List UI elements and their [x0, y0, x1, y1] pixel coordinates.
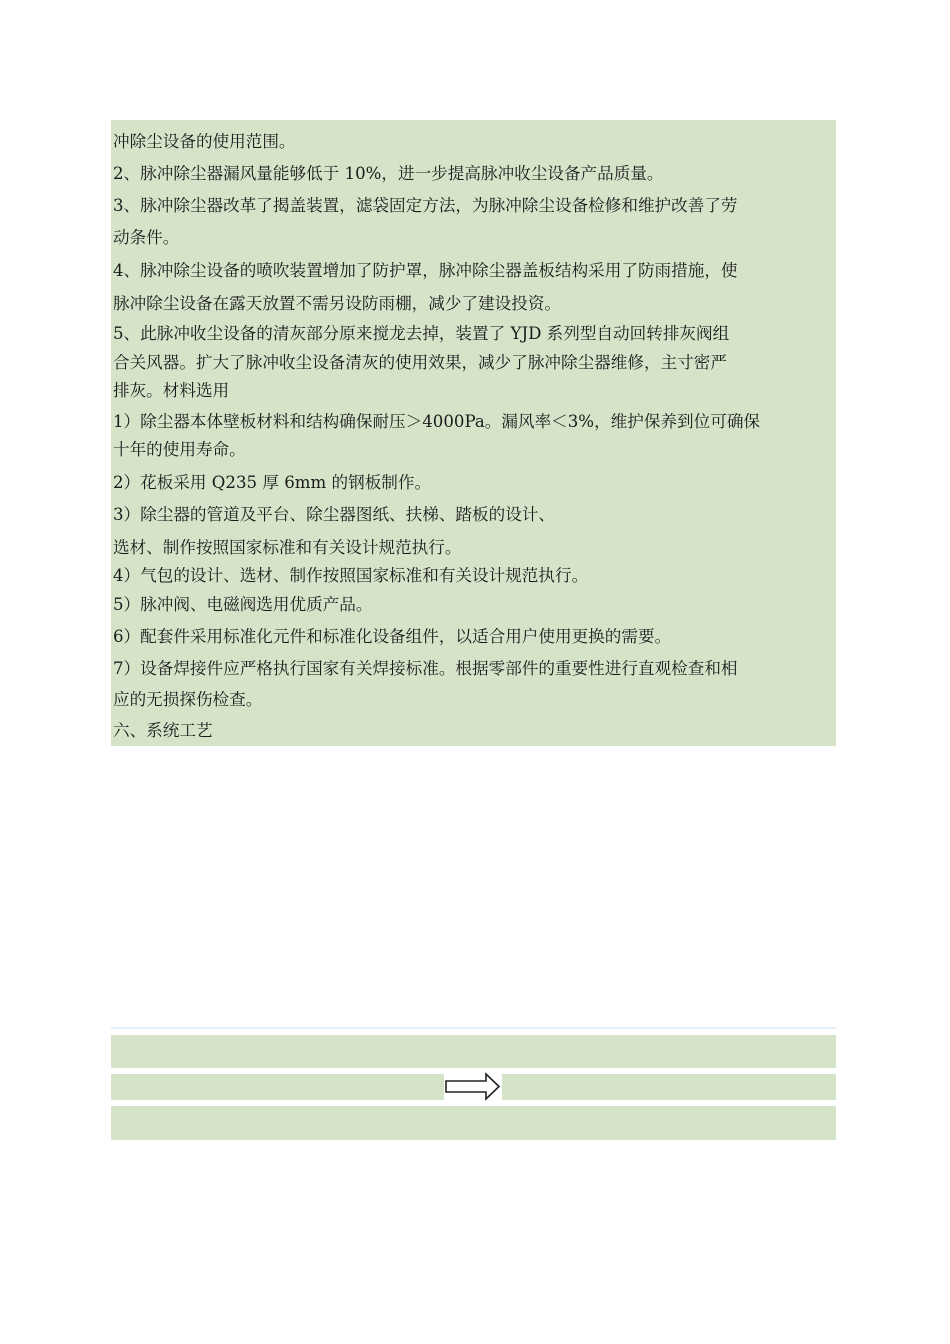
- document-text-block: [111, 120, 836, 746]
- text-line: 4）气包的设计、选材、制作按照国家标准和有关设计规范执行。: [113, 566, 589, 585]
- text-line: 3、脉冲除尘器改革了揭盖装置，滤袋固定方法，为脉冲除尘设备检修和维护改善了劳: [113, 196, 738, 215]
- text-line: 冲除尘设备的使用范围。: [113, 132, 296, 151]
- diagram-band-1: [111, 1035, 836, 1068]
- flow-arrow: [444, 1072, 502, 1101]
- text-line: 应的无损探伤检查。: [113, 690, 263, 709]
- diagram-top-rule: [111, 1027, 836, 1029]
- right-arrow-icon: [444, 1072, 502, 1101]
- text-line: 脉冲除尘设备在露天放置不需另设防雨棚，减少了建设投资。: [113, 294, 562, 313]
- text-line: 2）花板采用 Q235 厚 6mm 的钢板制作。: [113, 473, 432, 492]
- text-line: 5）脉冲阀、电磁阀选用优质产品。: [113, 595, 373, 614]
- text-line: 7）设备焊接件应严格执行国家有关焊接标准。根据零部件的重要性进行直观检查和相: [113, 659, 738, 678]
- text-line: 动条件。: [113, 228, 180, 247]
- text-line: 排灰。材料选用: [113, 381, 230, 400]
- text-line: 十年的使用寿命。: [113, 440, 246, 459]
- text-line: 4、脉冲除尘设备的喷吹装置增加了防护罩，脉冲除尘器盖板结构采用了防雨措施，使: [113, 261, 738, 280]
- text-line: 5、此脉冲收尘设备的清灰部分原来搅龙去掉，装置了 YJD 系列型自动回转排灰阀组: [113, 324, 730, 343]
- text-line: 六、系统工艺: [113, 721, 213, 740]
- text-line: 6）配套件采用标准化元件和标准化设备组件，以适合用户使用更换的需要。: [113, 627, 672, 646]
- text-line: 选材、制作按照国家标准和有关设计规范执行。: [113, 538, 462, 557]
- diagram-band-3: [111, 1106, 836, 1140]
- text-line: 3）除尘器的管道及平台、除尘器图纸、扶梯、踏板的设计、: [113, 505, 555, 524]
- text-line: 1）除尘器本体壁板材料和结构确保耐压＞4000Pa。漏风率＜3%，维护保养到位可确保: [113, 412, 761, 431]
- text-line: 合关风器。扩大了脉冲收尘设备清灰的使用效果，减少了脉冲除尘器维修，主寸密严: [113, 353, 727, 372]
- text-line: 2、脉冲除尘器漏风量能够低于 10%，进一步提高脉冲收尘设备产品质量。: [113, 164, 664, 183]
